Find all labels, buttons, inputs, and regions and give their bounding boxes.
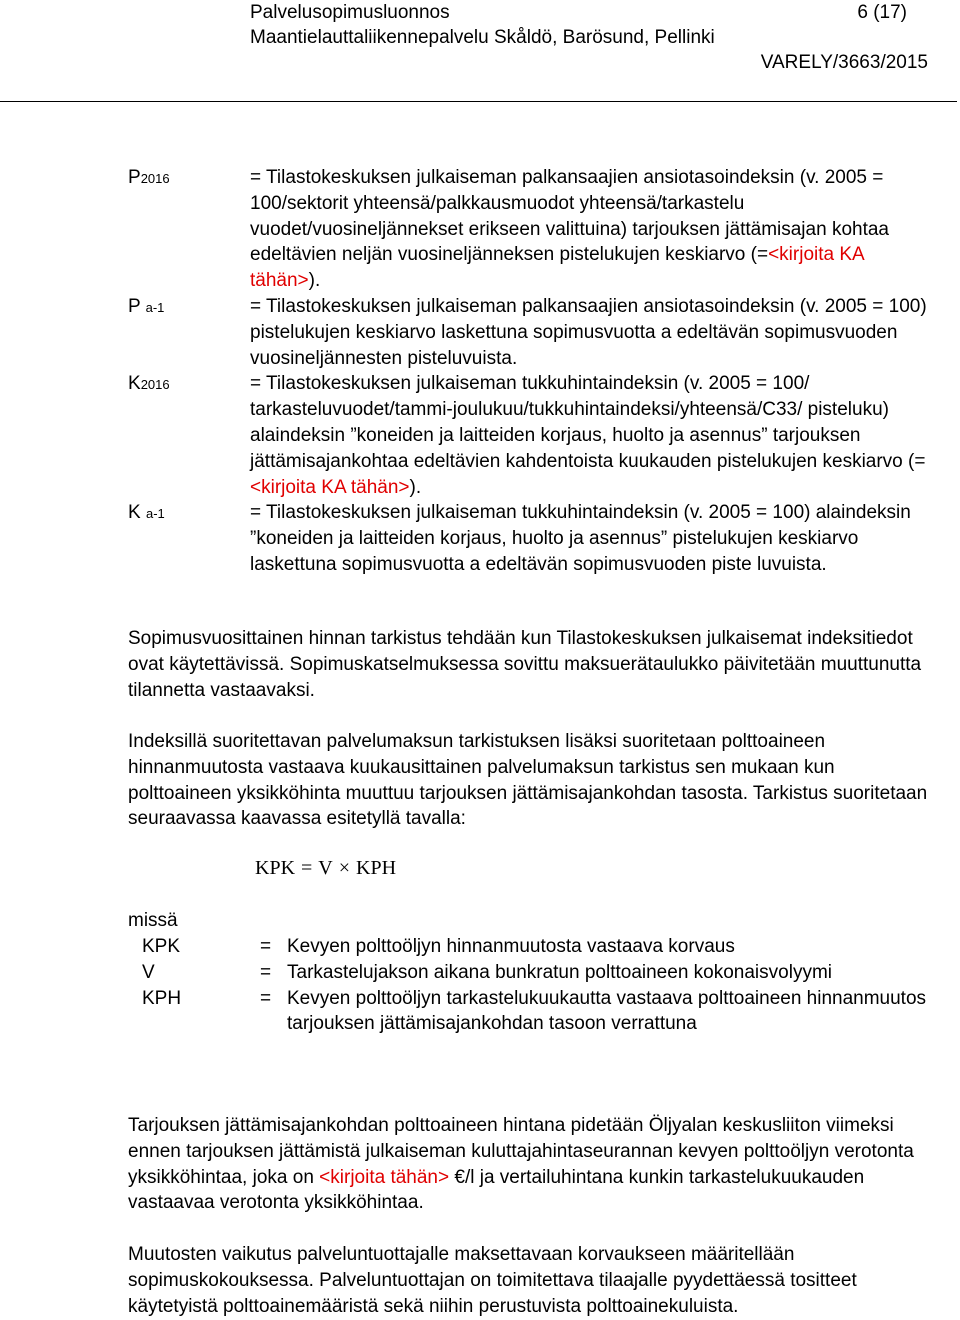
placeholder-text: <kirjoita KA tähän>	[250, 244, 864, 292]
document-reference: VARELY/3663/2015	[760, 52, 928, 73]
variable-item: KPK = Kevyen polttoöljyn hinnanmuutosta vastaava korvaus	[128, 934, 928, 960]
definition-text: = Tilastokeskuksen julkaiseman palkansaajien ansiotasoindeksin (v. 2005 = 100) pistelukujen keskiarvo laskettuna sopimusvuotta a edeltävän sopimusvuoden vuosineljännesten pisteluvuista.	[250, 295, 927, 369]
variable-name: KPH	[142, 987, 182, 1009]
definition-text: = Tilastokeskuksen julkaiseman palkansaajien ansiotasoindeksin (v. 2005 = 100/sektorit yhteensä/palkkausmuodot yhteensä/tarkastelu vuodet/vuosineljännekset erikseen valittuina) tarjouksen jättämisajan kohtaa edeltävien neljän vuosineljänneksen pistelukujen keskiarvo (=	[250, 167, 889, 266]
formula: KPK = V × KPH	[255, 857, 397, 879]
definition-symbol: P2016	[128, 167, 170, 188]
definition-item	[128, 294, 928, 371]
definition-text: = Tilastokeskuksen julkaiseman tukkuhintaindeksin (v. 2005 = 100/ tarkasteluvuodet/tammi-joulukuu/tukkuhintaindeksi/yhteensä/C33/ pisteluku) alaindeksin ”koneiden ja laitteiden korjaus, huolto ja asennus” tarjouksen jättämisajankohtaa edeltävien kahdentoista kuukauden pistelukujen keskiarvo (=	[250, 373, 926, 472]
document-subtitle: Maantielauttaliikennepalvelu Skåldö, Barösund, Pellinki	[250, 27, 715, 48]
definition-item	[128, 500, 928, 577]
variable-item: KPH = Kevyen polttoöljyn tarkastelukuukautta vastaava polttoaineen hinnanmuutos tarjouksen jättämisajankohdan tasoon verrattuna	[142, 987, 927, 1035]
variable-name: V	[142, 961, 155, 983]
paragraph-index-review: Sopimusvuosittainen hinnan tarkistus tehdään kun Tilastokeskuksen julkaisemat indeksitiedot ovat käytettävissä. Sopimuskatselmuksessa sovittu maksuerätaulukko päivitetään muuttunutta tilannetta vastaavaksi.	[128, 628, 922, 701]
where-label: missä	[128, 910, 178, 931]
variable-description: Kevyen polttoöljyn tarkastelukuukautta vastaava polttoaineen hinnanmuutos tarjouksen jättämisajankohdan tasoon verrattuna	[287, 987, 927, 1035]
paragraph-contract-meeting: Muutosten vaikutus palveluntuottajalle maksettavaan korvaukseen määritellään sopimuskokouksessa. Palveluntuottajan on toimitettava tilaajalle pyydettäessä tositteet käytetyistä polttoainemääristä sekä niihin perustuvista polttoainekuluista.	[128, 1244, 857, 1317]
document-title: Palvelusopimusluonnos	[250, 2, 450, 23]
paragraph-fuel-adjustment: Indeksillä suoritettavan palvelumaksun tarkistuksen lisäksi suoritetaan polttoaineen hinnanmuutosta vastaava kuukausittainen palvelumaksun tarkistus sen mukaan kun polttoaineen yksikköhinta muuttuu tarjouksen jättämisajankohdan tasosta. Tarkistus suoritetaan seuraavassa kaavassa esitetyllä tavalla:	[128, 731, 928, 830]
definition-symbol: K2016	[128, 373, 170, 395]
variable-description: Tarkastelujakson aikana bunkratun polttoaineen kokonaisvolyymi	[287, 961, 832, 983]
paragraph-reference-price: Tarjouksen jättämisajankohdan polttoaineen hintana pidetään Öljyalan keskusliiton viimeksi ennen tarjouksen jättämistä julkaiseman kuluttajahintaseurannan kevyen polttoöljyn verotonta yksikköhintaa, joka on <kirjoita tähän> €/l ja vertailuhintana kunkin tarkastelukuukauden vastaavaa verotonta yksikköhintaa.	[128, 1115, 914, 1214]
variable-name: KPK	[142, 936, 181, 957]
definition-symbol: K a-1	[128, 502, 165, 524]
definition-item: K2016 = Tilastokeskuksen julkaiseman tukkuhintaindeksin (v. 2005 = 100/ tarkasteluvuodet/tammi-joulukuu/tukkuhintaindeksi/yhteensä/C33/ pisteluku) alaindeksin ”koneiden ja laitteiden korjaus, huolto ja asennus” tarjouksen jättämisajankohtaa edeltävien kahdentoista kuukauden pistelukujen keskiarvo (=<kirjoita KA tähän>).	[128, 373, 926, 498]
page-header	[250, 0, 928, 75]
definition-symbol: P a-1	[128, 295, 165, 317]
variable-item: V = Tarkastelujakson aikana bunkratun polttoaineen kokonaisvolyymi	[128, 960, 928, 986]
placeholder-text: <kirjoita KA tähän>	[250, 476, 410, 498]
header-divider	[0, 101, 957, 102]
variable-description: Kevyen polttoöljyn hinnanmuutosta vastaava korvaus	[287, 936, 735, 957]
definition-item: P2016 = Tilastokeskuksen julkaiseman palkansaajien ansiotasoindeksin (v. 2005 = 100/sektorit yhteensä/palkkausmuodot yhteensä/tarkastelu vuodet/vuosineljännekset erikseen valittuina) tarjouksen jättämisajan kohtaa edeltävien neljän vuosineljänneksen pistelukujen keskiarvo (=<kirjoita KA tähän>).	[128, 167, 889, 292]
placeholder-text: <kirjoita tähän>	[319, 1166, 450, 1188]
definition-list	[128, 165, 928, 578]
page-number: 6 (17)	[857, 2, 907, 23]
definition-text: = Tilastokeskuksen julkaiseman tukkuhintaindeksin (v. 2005 = 100) alaindeksin ”koneiden ja laitteiden korjaus, huolto ja asennus” pistelukujen keskiarvo laskettuna sopimusvuotta a edeltävän sopimusvuoden piste luvuista.	[250, 502, 911, 575]
variable-list	[128, 934, 928, 1037]
